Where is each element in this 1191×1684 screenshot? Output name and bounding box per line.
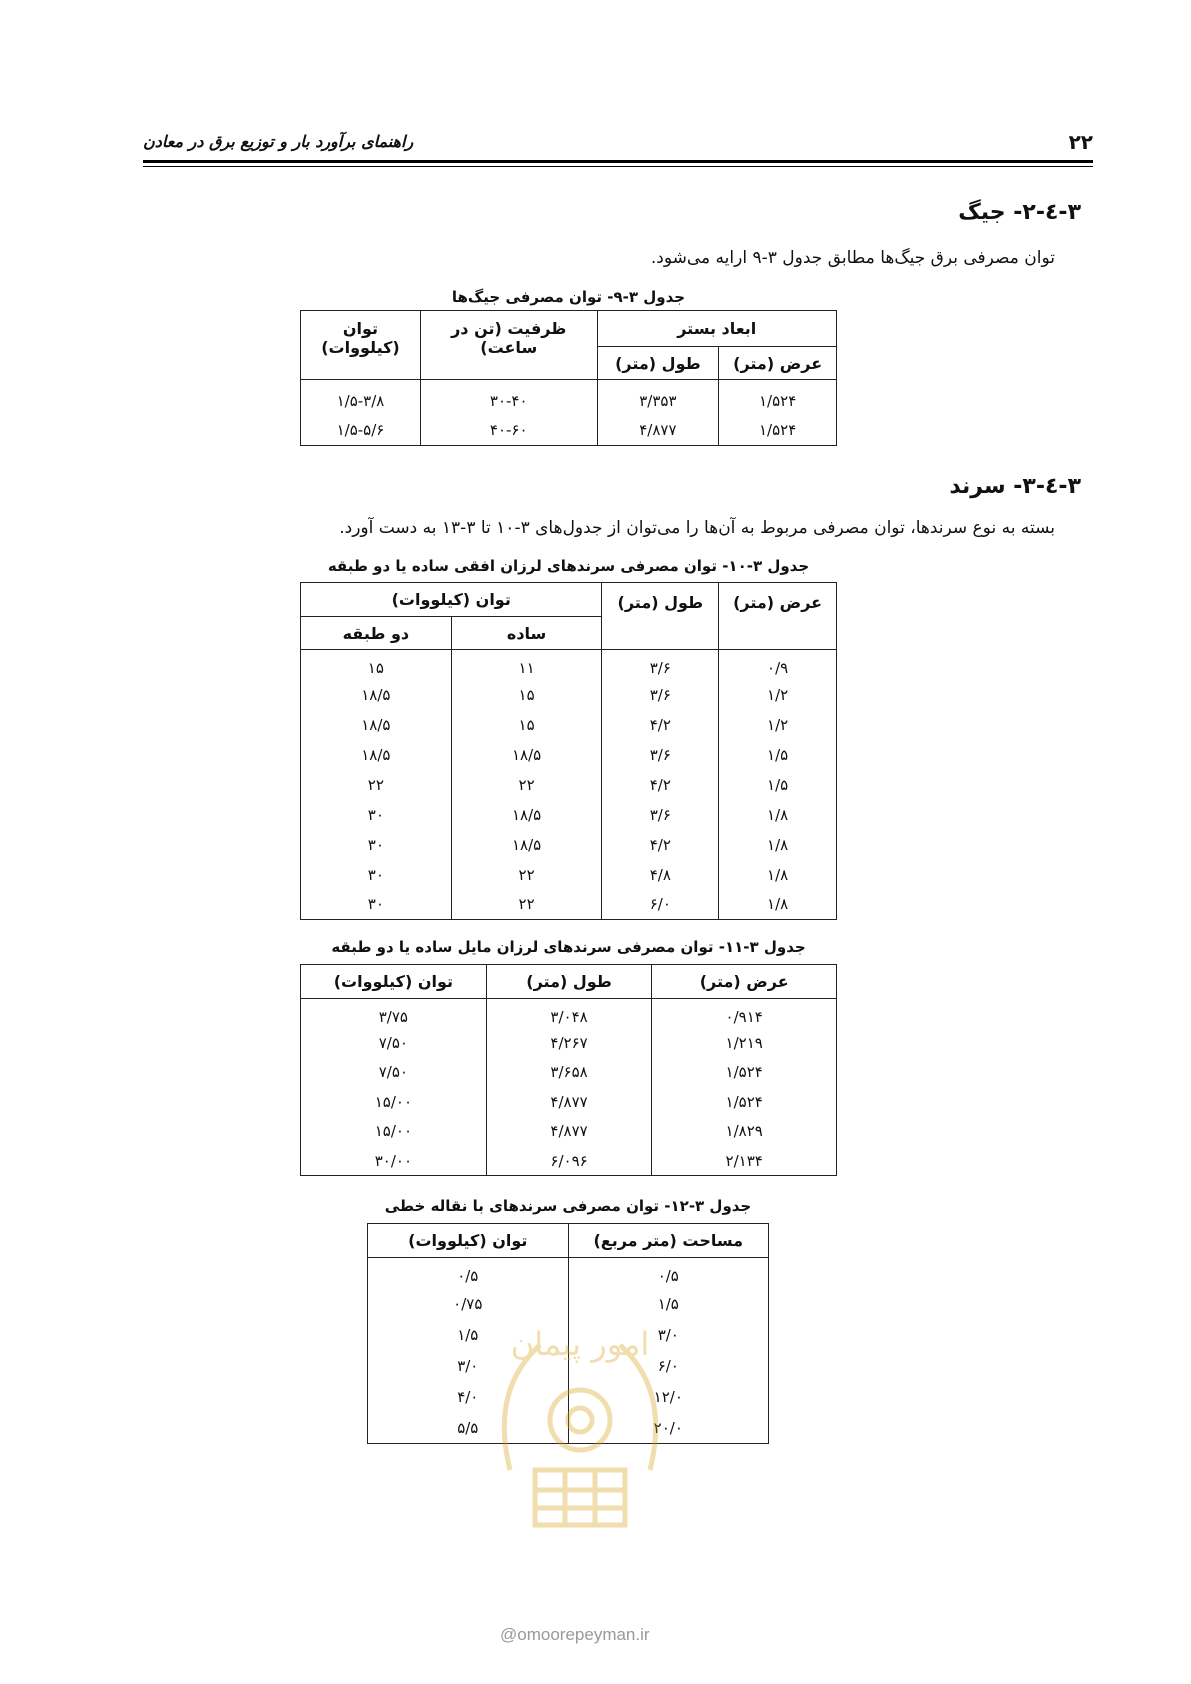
cell-width: ۱/۸ <box>719 800 837 830</box>
cell-power: ۰/۷۵ <box>368 1289 569 1320</box>
cell-length: ۳/۶ <box>602 650 719 680</box>
header-rule-thin <box>143 166 1093 167</box>
cell-width: ۰/۹ <box>719 650 837 680</box>
header-double: دو طبقه <box>301 617 452 650</box>
header-simple: ساده <box>451 617 602 650</box>
cell-length: ۴/۲۶۷ <box>486 1028 652 1058</box>
table-row <box>301 999 837 1029</box>
cell-length: ۴/۲ <box>602 770 719 800</box>
cell-capacity: ۳۰-۴۰ <box>420 380 597 416</box>
table-row <box>301 1146 837 1176</box>
header-capacity: ظرفیت (تن در ساعت) <box>420 311 597 380</box>
section-paragraph-screen: بسته به نوع سرندها، توان مصرفی مربوط به آن‌ها را می‌توان از جدول‌های ۳-۱۰ تا ۳-۱۳ به دست آورد. <box>339 518 1055 538</box>
watermark-url-text: omoorepeyman.ir <box>517 1625 650 1644</box>
cell-width: ۱/۸ <box>719 830 837 860</box>
table-row <box>301 416 837 446</box>
table-row <box>301 890 837 920</box>
cell-double: ۱۸/۵ <box>301 710 452 740</box>
table-caption: جدول ۳-۱۲- توان مصرفی سرندهای با نقاله خطی <box>384 1197 752 1215</box>
header-length: طول (متر) <box>597 347 719 380</box>
cell-width: ۲/۱۳۴ <box>652 1146 837 1176</box>
header-width: عرض (متر) <box>719 347 837 380</box>
page-number: ۲۲ <box>1068 130 1093 154</box>
cell-length: ۳/۶۵۸ <box>486 1058 652 1088</box>
table-row <box>301 1058 837 1088</box>
table-row <box>301 1087 837 1117</box>
section-heading-screen: ۳-٤-۳- سرند <box>949 474 1081 499</box>
table-row <box>301 830 837 860</box>
header-bed-dimensions: ابعاد بستر <box>597 311 836 347</box>
header-length: طول (متر) <box>602 583 719 650</box>
cell-capacity: ۴۰-۶۰ <box>420 416 597 446</box>
cell-power: ۳/۰ <box>368 1351 569 1382</box>
cell-area: ۱۲/۰ <box>568 1382 768 1413</box>
cell-area: ۰/۵ <box>568 1258 768 1289</box>
table-row <box>301 860 837 890</box>
cell-power: ۵/۵ <box>368 1413 569 1444</box>
table-caption: جدول ۳-۹- توان مصرفی جیگ‌ها <box>451 288 686 306</box>
jig-table <box>300 310 837 446</box>
cell-length: ۳/۶ <box>602 800 719 830</box>
cell-double: ۳۰ <box>301 860 452 890</box>
table-row <box>301 800 837 830</box>
running-title: راهنمای برآورد بار و توزیع برق در معادن <box>143 132 414 151</box>
header-length: طول (متر) <box>486 965 652 999</box>
table-caption: جدول ۳-۱۰- توان مصرفی سرندهای لرزان افقی ساده یا دو طبقه <box>327 557 810 575</box>
cell-area: ۲۰/۰ <box>568 1413 768 1444</box>
header-power: توان (کیلووات) <box>301 583 602 617</box>
cell-length: ۴/۸۷۷ <box>486 1087 652 1117</box>
header-area: مساحت (متر مربع) <box>568 1224 768 1258</box>
cell-length: ۴/۸۷۷ <box>486 1117 652 1147</box>
cell-simple: ۱۸/۵ <box>451 800 602 830</box>
cell-double: ۱۸/۵ <box>301 740 452 770</box>
table-row <box>301 740 837 770</box>
cell-simple: ۱۵ <box>451 710 602 740</box>
cell-simple: ۱۵ <box>451 680 602 710</box>
cell-width: ۱/۵ <box>719 740 837 770</box>
page-header <box>143 130 1093 158</box>
cell-double: ۱۵ <box>301 650 452 680</box>
table-row <box>301 650 837 680</box>
header-power: توان (کیلووات) <box>301 311 421 380</box>
cell-length: ۶/۰۹۶ <box>486 1146 652 1176</box>
table-row <box>301 1117 837 1147</box>
cell-power: ۳/۷۵ <box>301 999 487 1029</box>
cell-power: ۱۵/۰۰ <box>301 1087 487 1117</box>
cell-length: ۳/۳۵۳ <box>597 380 719 416</box>
cell-length: ۴/۲ <box>602 710 719 740</box>
watermark-url <box>500 1625 650 1645</box>
cell-double: ۱۸/۵ <box>301 680 452 710</box>
cell-double: ۳۰ <box>301 830 452 860</box>
cell-length: ۳/۰۴۸ <box>486 999 652 1029</box>
cell-simple: ۱۸/۵ <box>451 740 602 770</box>
cell-power: ۷/۵۰ <box>301 1028 487 1058</box>
inclined-screen-table <box>300 964 837 1176</box>
cell-double: ۳۰ <box>301 800 452 830</box>
cell-double: ۲۲ <box>301 770 452 800</box>
cell-area: ۱/۵ <box>568 1289 768 1320</box>
cell-power: ۳۰/۰۰ <box>301 1146 487 1176</box>
cell-width: ۱/۵۲۴ <box>719 380 837 416</box>
cell-simple: ۲۲ <box>451 890 602 920</box>
cell-width: ۱/۵ <box>719 770 837 800</box>
cell-simple: ۲۲ <box>451 770 602 800</box>
cell-area: ۶/۰ <box>568 1351 768 1382</box>
cell-width: ۱/۵۲۴ <box>719 416 837 446</box>
cell-power: ۷/۵۰ <box>301 1058 487 1088</box>
horizontal-screen-table <box>300 582 837 920</box>
watermark-seal-text: امور پیمان <box>510 1325 650 1363</box>
cell-power: ۱/۵-۵/۶ <box>301 416 421 446</box>
cell-double: ۳۰ <box>301 890 452 920</box>
cell-width: ۱/۸ <box>719 890 837 920</box>
table-row <box>301 710 837 740</box>
cell-width: ۱/۲۱۹ <box>652 1028 837 1058</box>
table-caption: جدول ۳-۱۱- توان مصرفی سرندهای لرزان مایل ساده یا دو طبقه <box>331 938 806 956</box>
cell-width: ۱/۸۲۹ <box>652 1117 837 1147</box>
section-heading-jig: ۳-٤-۲- جیگ <box>958 200 1081 225</box>
cell-length: ۶/۰ <box>602 890 719 920</box>
cell-length: ۳/۶ <box>602 680 719 710</box>
cell-width: ۰/۹۱۴ <box>652 999 837 1029</box>
watermark-seal-icon <box>480 1300 680 1530</box>
cell-simple: ۲۲ <box>451 860 602 890</box>
cell-width: ۱/۲ <box>719 710 837 740</box>
cell-length: ۴/۲ <box>602 830 719 860</box>
cell-simple: ۱۸/۵ <box>451 830 602 860</box>
cell-length: ۴/۸ <box>602 860 719 890</box>
cell-power: ۱/۵-۳/۸ <box>301 380 421 416</box>
cell-power: ۱۵/۰۰ <box>301 1117 487 1147</box>
header-width: عرض (متر) <box>719 583 837 650</box>
cell-power: ۱/۵ <box>368 1320 569 1351</box>
cell-area: ۳/۰ <box>568 1320 768 1351</box>
header-width: عرض (متر) <box>652 965 837 999</box>
table-row <box>368 1258 769 1289</box>
cell-width: ۱/۲ <box>719 680 837 710</box>
cell-power: ۰/۵ <box>368 1258 569 1289</box>
table-row <box>301 770 837 800</box>
header-power: توان (کیلووات) <box>301 965 487 999</box>
cell-power: ۴/۰ <box>368 1382 569 1413</box>
table-row <box>301 380 837 416</box>
cell-width: ۱/۵۲۴ <box>652 1058 837 1088</box>
at-icon: @ <box>500 1625 518 1644</box>
cell-width: ۱/۵۲۴ <box>652 1087 837 1117</box>
table-row <box>301 680 837 710</box>
header-rule-thick <box>143 160 1093 163</box>
cell-length: ۴/۸۷۷ <box>597 416 719 446</box>
header-power: توان (کیلووات) <box>368 1224 569 1258</box>
cell-length: ۳/۶ <box>602 740 719 770</box>
cell-width: ۱/۸ <box>719 860 837 890</box>
section-paragraph-jig: توان مصرفی برق جیگ‌ها مطابق جدول ۳-۹ ارایه می‌شود. <box>650 248 1055 268</box>
table-row <box>301 1028 837 1058</box>
cell-simple: ۱۱ <box>451 650 602 680</box>
